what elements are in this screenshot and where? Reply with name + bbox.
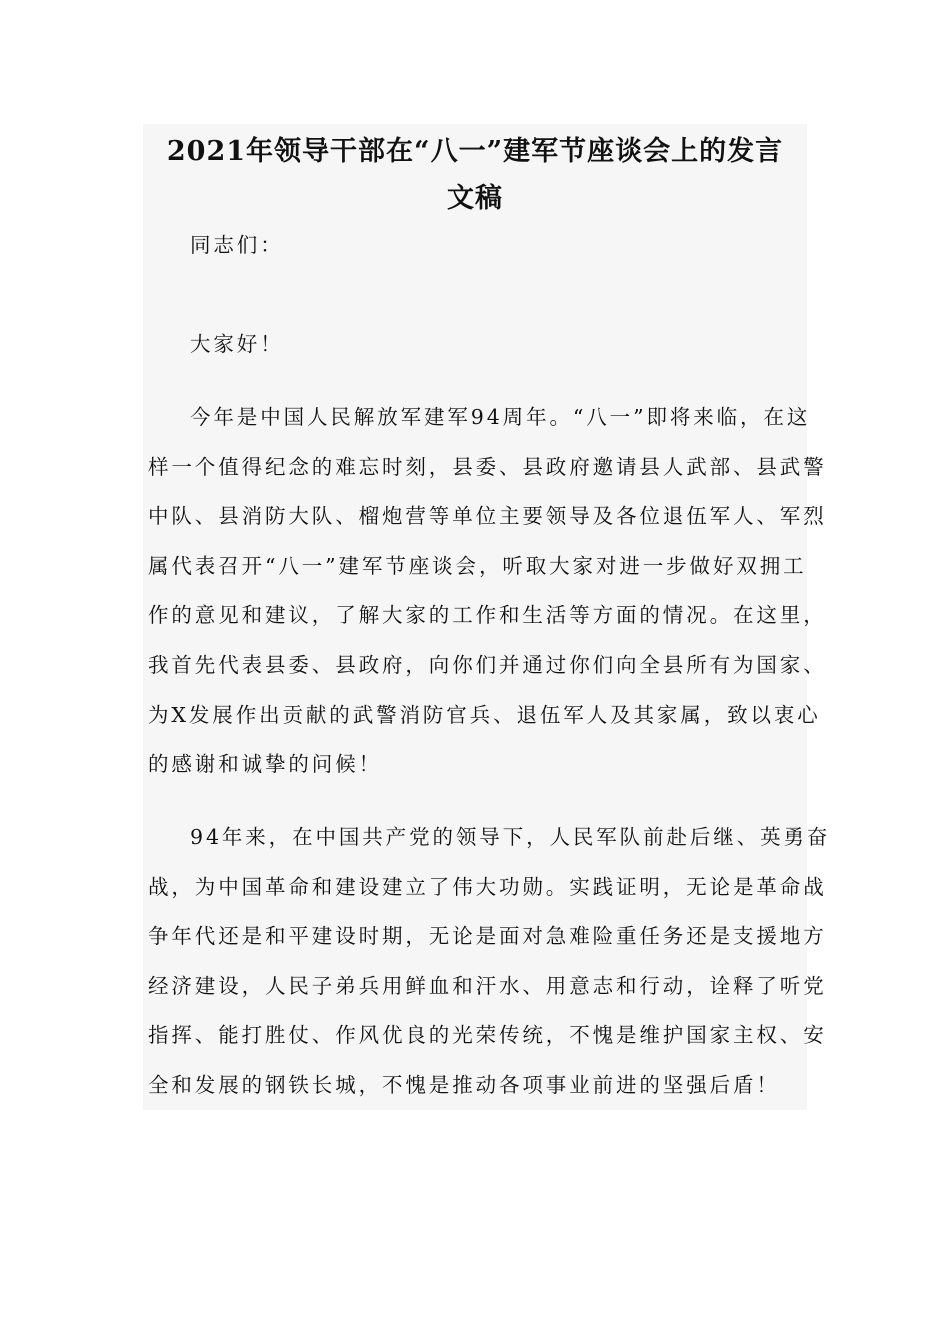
paragraph-line: 属代表召开“八一”建军节座谈会，听取大家对进一步做好双拥工 — [148, 553, 807, 578]
paragraph-line: 全和发展的钢铁长城，不愧是推动各项事业前进的坚强后盾！ — [148, 1072, 780, 1097]
paragraph-line: 94年来，在中国共产党的领导下，人民军队前赴后继、英勇奋 — [190, 825, 831, 849]
paragraph-line: 争年代还是和平建设时期，无论是面对急难险重任务还是支援地方 — [148, 924, 827, 949]
paragraph-line: 的感谢和诚挚的问候！ — [148, 752, 382, 777]
salutation: 同志们： — [190, 233, 284, 257]
paragraph-line: 为X发展作出贡献的武警消防官兵、退伍军人及其家属，致以衷心 — [148, 702, 821, 727]
document-title — [0, 128, 950, 222]
paragraph-line: 样一个值得纪念的难忘时刻，县委、县政府邀请县人武部、县武警 — [148, 454, 827, 479]
paragraph-line: 经济建设，人民子弟兵用鲜血和汗水、用意志和行动，诠释了听党 — [148, 973, 827, 998]
paragraph-line: 战，为中国革命和建设建立了伟大功勋。实践证明，无论是革命战 — [148, 874, 827, 899]
paragraph-line: 我首先代表县委、县政府，向你们并通过你们向全县所有为国家、 — [148, 652, 827, 677]
paragraph-1 — [148, 393, 827, 790]
paragraph-2 — [148, 813, 831, 1111]
greeting: 大家好！ — [190, 332, 284, 356]
paragraph-line: 今年是中国人民解放军建军94周年。“八一”即将来临，在这 — [190, 405, 811, 429]
title-line-1: 2021年领导干部在“八一”建军节座谈会上的发言 — [166, 136, 784, 167]
paragraph-line: 中队、县消防大队、榴炮营等单位主要领导及各位退伍军人、军烈 — [148, 504, 827, 529]
paragraph-line: 指挥、能打胜仗、作风优良的光荣传统，不愧是维护国家主权、安 — [148, 1023, 827, 1048]
paragraph-line: 作的意见和建议，了解大家的工作和生活等方面的情况。在这里， — [148, 603, 827, 628]
title-line-2: 文稿 — [447, 183, 503, 214]
